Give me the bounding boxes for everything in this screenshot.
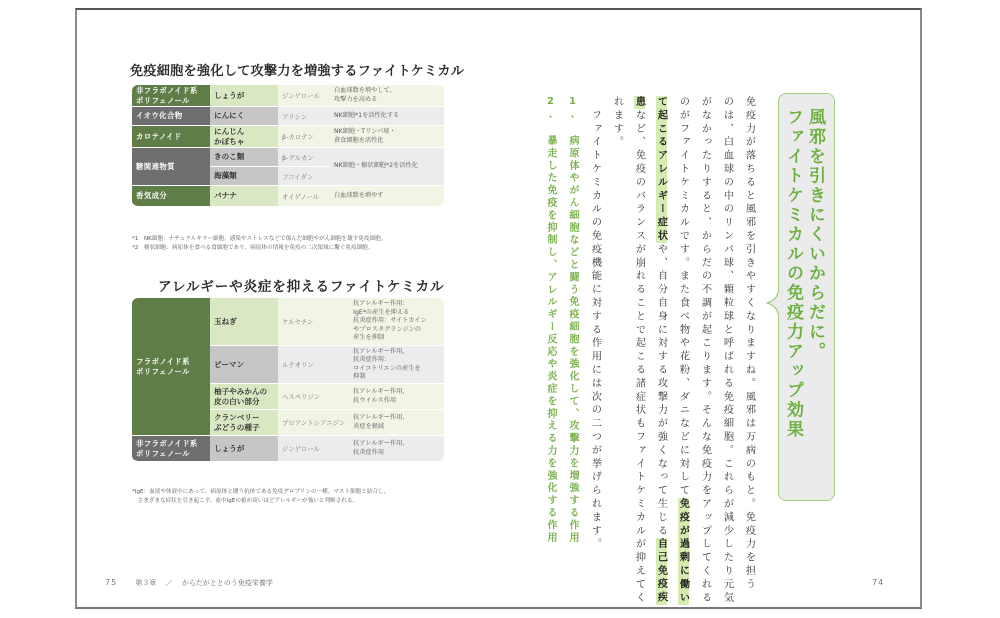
food-cell: しょうが: [210, 436, 278, 462]
note-ige-1: *IgE：血液や体液中にあって、病原体と闘う抗体である免疫グロブリンの一種。マスト細胞と結合し、: [132, 489, 390, 495]
effect-cell: NK細胞・Tリンパ球・ 貪食細胞を活性化: [330, 126, 444, 148]
table2-title: アレルギーや炎症を抑えるファイトケミカル: [158, 279, 445, 295]
effect-cell: 抗アレルギー作用： IgE*の産生を抑える 抗炎症作用：サイトカイン やプロスタグランジンの 産生を抑制: [349, 298, 444, 346]
food-cell: クランベリー ぶどうの種子: [210, 410, 278, 436]
food-cell: にんにく: [210, 107, 278, 126]
body-col-2: のは、白血球の中のリンパ球、顆粒球と呼ばれる免疫細胞。これらが減少したり元気: [721, 96, 733, 606]
body-col-5: て起こるアレルギー症状や、自分自身に対する攻撃力が強くなって生じる自己免疫疾: [655, 96, 667, 606]
effect-cell: 抗アレルギー作用、 抗炎症作用: [349, 436, 444, 462]
heading-line-2: ファイトケミカルの免疫力アップ効果: [783, 108, 803, 440]
food-cell: きのこ類: [210, 148, 278, 167]
category-cell: 香気成分: [132, 186, 210, 207]
table-anti-allergy: [132, 298, 444, 462]
table1-title: 免疫細胞を強化して攻撃力を増強するファイトケミカル: [130, 64, 465, 79]
body-col-6: 患など、免疫のバランスが崩れることで起こる諸症状もファイトケミカルが抑えてく: [633, 96, 645, 606]
food-cell: バナナ: [210, 186, 278, 207]
body-col-7: れます。: [611, 96, 623, 150]
note-2: *2 樹状細胞：病原体を食べる食細胞であり、病原体の情報を免疫の二次領域に繋ぐ免疫細胞。: [132, 245, 374, 251]
heading-line-1: 風邪を引きにくいからだに。: [805, 108, 825, 362]
page-number-left: 75: [105, 578, 118, 587]
compound-cell: ルテオリン: [278, 346, 349, 384]
food-cell: 海藻類: [210, 167, 278, 186]
body-col-8: ファイトケミカルの免疫機能に対する作用には次の二つが挙げられます。: [589, 96, 601, 552]
food-cell: 柚子やみかんの 皮の白い部分: [210, 384, 278, 410]
chapter-label: 第３章: [135, 579, 157, 587]
callout-pointer-icon: [766, 292, 780, 314]
category-cell: 非フラボノイド系 ポリフェノール: [132, 85, 210, 107]
food-cell: しょうが: [210, 85, 278, 107]
effect-cell: NK細胞*1を活性化する: [330, 107, 444, 126]
food-cell: 玉ねぎ: [210, 298, 278, 346]
book-title: からだがととのう免疫栄養学: [181, 579, 273, 587]
effect-cell: 抗アレルギー作用、 抗ウイルス作用: [349, 384, 444, 410]
note-ige-2: さまざまな症状を引き起こす。血中IgEの値が高いほどアレルギーが強いと判断される。: [132, 498, 359, 504]
table-row: [132, 148, 444, 167]
compound-cell: ジンゲロール: [278, 85, 330, 107]
food-cell: にんじん かぼちゃ: [210, 126, 278, 148]
category-cell: 糖関連物質: [132, 148, 210, 186]
effect-cell: NK細胞・樹状細胞*2を活性化: [330, 148, 444, 186]
effect-cell: 抗アレルギー作用、 炎症を軽減: [349, 410, 444, 436]
effect-cell: 白血球数を増やす: [330, 186, 444, 207]
highlight-autoimmune: 自己免疫疾: [655, 538, 667, 606]
compound-cell: アリシン: [278, 107, 330, 126]
footer-left: [105, 578, 273, 588]
list-item-2: 2. 暴走した免疫を抑制し、アレルギー反応や炎症を抑える力を強化する作用: [545, 96, 556, 545]
category-cell: フラボノイド系 ポリフェノール: [132, 298, 210, 436]
compound-cell: オイゲノール: [278, 186, 330, 207]
table-row: [132, 107, 444, 126]
table-row: [132, 186, 444, 207]
list-item-1: 1. 病原体やがん細胞などと闘う免疫細胞を強化して、攻撃力を増強する作用: [567, 96, 578, 545]
table-row: [132, 126, 444, 148]
category-cell: 非フラボノイド系 ポリフェノール: [132, 436, 210, 462]
table-row: [132, 85, 444, 107]
table-row: [132, 298, 444, 346]
body-col-3: がなかったりすると、からだの不調が起こります。そんな免疫力をアップしてくれる: [699, 96, 711, 606]
table-immune-boost: [132, 85, 444, 207]
compound-cell: β-カロテン: [278, 126, 330, 148]
compound-cell: ケルセチン: [278, 298, 349, 346]
compound-cell: フコイダン: [278, 167, 330, 186]
compound-cell: ヘスペリジン: [278, 384, 349, 410]
category-cell: イオウ化合物: [132, 107, 210, 126]
body-col-1: 免疫力が落ちると風邪を引きやすくなりますね。風邪は万病のもと。免疫力を担う: [743, 96, 755, 592]
heading-callout: [778, 93, 835, 501]
effect-cell: 抗アレルギー作用、 抗炎症作用： ロイコトリエンの産生を 抑制: [349, 346, 444, 384]
compound-cell: ジンゲロール: [278, 436, 349, 462]
body-col-4: のがファイトケミカルです。また食べ物や花粉、ダニなどに対して免疫が過剰に働い: [677, 96, 689, 606]
compound-cell: プロアントシアニジン: [278, 410, 349, 436]
food-cell: ピーマン: [210, 346, 278, 384]
effect-cell: 白血球数を増やして、 攻撃力を高める: [330, 85, 444, 107]
footer-separator: ／: [165, 579, 173, 587]
page-number-right: 74: [872, 578, 885, 587]
table1-notes: [132, 235, 386, 253]
table2-notes: [132, 488, 389, 506]
note-1: *1 NK細胞：ナチュラルキラー細胞。感染やストレスなどで傷んだ細胞やがん細胞を壊す免疫細胞。: [132, 236, 387, 242]
highlight-allergy-symptoms: て起こるアレルギー症状: [655, 96, 667, 244]
table-row: [132, 436, 444, 462]
compound-cell: β-グルカン: [278, 148, 330, 167]
highlight-overactive-immunity: 免疫が過剰に働い: [677, 498, 689, 606]
category-cell: カロテノイド: [132, 126, 210, 148]
